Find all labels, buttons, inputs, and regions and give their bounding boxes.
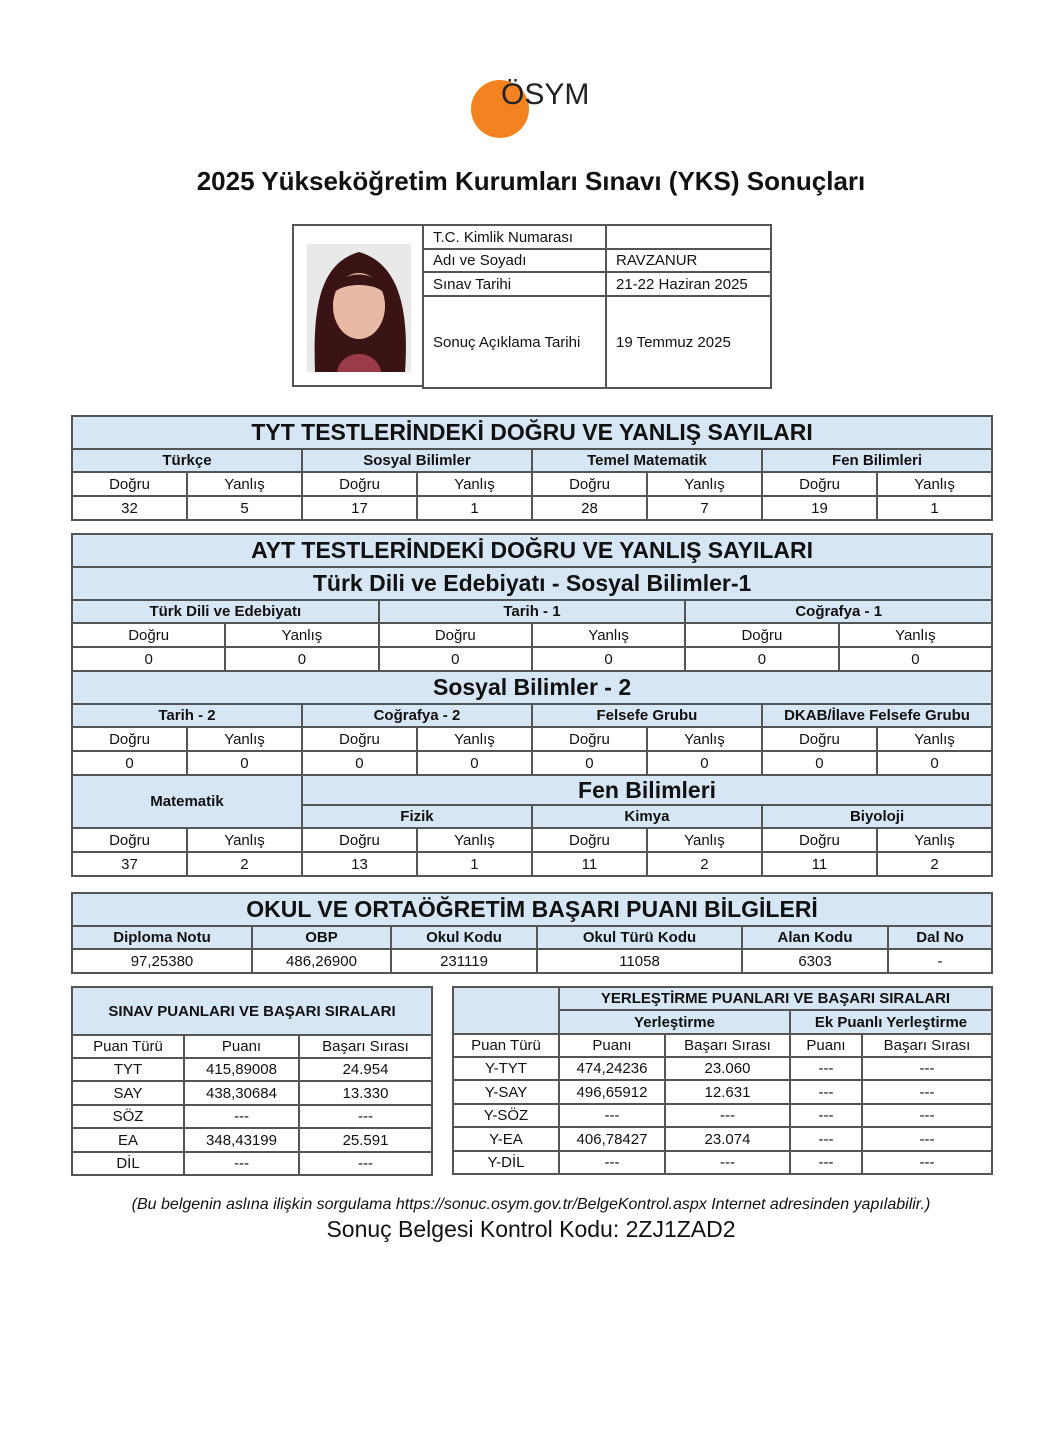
ayt-value: 0 [72,647,225,671]
dogru-label: Doğru [72,828,187,852]
ayt-matematik-label: Matematik [72,775,302,828]
ayt-value: 0 [379,647,532,671]
yerlestirme-header: Puanı [790,1034,862,1057]
yer-cell: --- [790,1080,862,1104]
sinav-header: Puanı [184,1035,299,1058]
yanlis-label: Yanlış [877,828,992,852]
dogru-label: Doğru [302,472,417,496]
tyt-value: 28 [532,496,647,520]
tyt-value: 17 [302,496,417,520]
tyt-value: 7 [647,496,762,520]
okul-header: Dal No [888,926,992,949]
yanlis-label: Yanlış [417,828,532,852]
yerlestirme-group: Yerleştirme [559,1010,790,1034]
yer-cell: --- [559,1104,665,1127]
tyt-table [71,415,993,521]
yanlis-label: Yanlış [225,623,378,647]
photo-frame [292,224,424,387]
ayt-sec2-subject: DKAB/İlave Felsefe Grubu [762,704,992,727]
yer-cell: --- [862,1080,992,1104]
ayt-fen-subject: Fizik [302,805,532,828]
yerlestirme-header: Puanı [559,1034,665,1057]
dogru-label: Doğru [379,623,532,647]
yer-cell: --- [862,1104,992,1127]
ayt-sec2-title: Sosyal Bilimler - 2 [72,671,992,704]
tyt-value: 1 [417,496,532,520]
ayt-value: 0 [225,647,378,671]
ayt-value: 11 [762,852,877,876]
yer-cell: 496,65912 [559,1080,665,1104]
sinav-cell: 415,89008 [184,1058,299,1081]
yanlis-label: Yanlış [187,727,302,751]
yanlis-label: Yanlış [532,623,685,647]
info-label-name: Adı ve Soyadı [423,249,606,272]
yer-cell: --- [790,1127,862,1151]
yer-cell: --- [862,1127,992,1151]
yer-cell: --- [790,1057,862,1080]
ayt-value: 1 [417,852,532,876]
yerlestirme-empty-header [453,987,559,1034]
sinav-table [71,986,433,1176]
ayt-fen-subject: Biyoloji [762,805,992,828]
ayt-value: 37 [72,852,187,876]
ayt-value: 0 [72,751,187,775]
okul-value: 6303 [742,949,888,973]
ayt-value: 0 [839,647,993,671]
okul-value: 97,25380 [72,949,252,973]
sinav-cell: --- [184,1105,299,1128]
yer-cell: --- [665,1104,790,1127]
yanlis-label: Yanlış [647,472,762,496]
yerlestirme-header: Puan Türü [453,1034,559,1057]
dogru-label: Doğru [72,623,225,647]
sinav-cell: DİL [72,1152,184,1175]
dogru-label: Doğru [72,472,187,496]
yer-cell: --- [790,1151,862,1174]
ayt-value: 0 [647,751,762,775]
yer-cell: Y-EA [453,1127,559,1151]
sinav-cell: --- [299,1152,432,1175]
okul-title: OKUL VE ORTAÖĞRETİM BAŞARI PUANI BİLGİLERİ [72,893,992,926]
yer-cell: --- [862,1057,992,1080]
info-value-result-date: 19 Temmuz 2025 [606,296,771,388]
yanlis-label: Yanlış [187,472,302,496]
candidate-info-table [422,224,772,389]
ayt-value: 0 [187,751,302,775]
sinav-cell: 348,43199 [184,1128,299,1152]
yanlis-label: Yanlış [877,727,992,751]
tyt-title: TYT TESTLERİNDEKİ DOĞRU VE YANLIŞ SAYILARI [72,416,992,449]
ayt-value: 0 [685,647,838,671]
dogru-label: Doğru [532,828,647,852]
logo-text: ÖSYM [501,78,590,111]
sinav-header: Puan Türü [72,1035,184,1058]
ayt-value: 13 [302,852,417,876]
dogru-label: Doğru [762,472,877,496]
yerlestirme-table [452,986,993,1175]
tyt-value: 1 [877,496,992,520]
ayt-sec1-subject: Türk Dili ve Edebiyatı [72,600,379,623]
yerlestirme-title: YERLEŞTİRME PUANLARI VE BAŞARI SIRALARI [559,987,992,1010]
ayt-value: 2 [647,852,762,876]
okul-table [71,892,993,974]
ayt-value: 2 [877,852,992,876]
sinav-cell: EA [72,1128,184,1152]
okul-value: 486,26900 [252,949,391,973]
dogru-label: Doğru [532,472,647,496]
yer-cell: Y-SAY [453,1080,559,1104]
okul-header: Okul Kodu [391,926,537,949]
tyt-value: 5 [187,496,302,520]
yanlis-label: Yanlış [877,472,992,496]
yer-cell: --- [665,1151,790,1174]
yanlis-label: Yanlış [417,472,532,496]
yanlis-label: Yanlış [647,828,762,852]
yanlis-label: Yanlış [647,727,762,751]
okul-header: Diploma Notu [72,926,252,949]
tyt-subject: Fen Bilimleri [762,449,992,472]
yer-cell: Y-DİL [453,1151,559,1174]
dogru-label: Doğru [302,727,417,751]
sinav-cell: TYT [72,1058,184,1081]
candidate-photo [307,244,411,372]
dogru-label: Doğru [685,623,838,647]
ayt-sec1-subject: Tarih - 1 [379,600,686,623]
info-label-result-date: Sonuç Açıklama Tarihi [423,296,606,388]
ayt-value: 2 [187,852,302,876]
okul-header: Okul Türü Kodu [537,926,742,949]
info-label-date: Sınav Tarihi [423,272,606,296]
okul-value: - [888,949,992,973]
ayt-fen-subject: Kimya [532,805,762,828]
ayt-sec2-subject: Tarih - 2 [72,704,302,727]
ayt-sec2-subject: Felsefe Grubu [532,704,762,727]
ek-puanli-group: Ek Puanlı Yerleştirme [790,1010,992,1034]
ayt-sec2-subject: Coğrafya - 2 [302,704,532,727]
yer-cell: --- [790,1104,862,1127]
info-value-date: 21-22 Haziran 2025 [606,272,771,296]
dogru-label: Doğru [72,727,187,751]
okul-value: 11058 [537,949,742,973]
sinav-cell: --- [299,1105,432,1128]
tyt-subject: Temel Matematik [532,449,762,472]
yer-cell: --- [559,1151,665,1174]
info-value-tc [606,225,771,249]
dogru-label: Doğru [762,727,877,751]
osym-logo [471,78,601,140]
dogru-label: Doğru [762,828,877,852]
tyt-subject: Türkçe [72,449,302,472]
ayt-value: 0 [302,751,417,775]
ayt-value: 0 [877,751,992,775]
sinav-cell: 13.330 [299,1081,432,1105]
ayt-value: 0 [532,647,685,671]
yer-cell: 474,24236 [559,1057,665,1080]
sinav-title: SINAV PUANLARI VE BAŞARI SIRALARI [72,987,432,1035]
ayt-value: 0 [532,751,647,775]
info-label-tc: T.C. Kimlik Numarası [423,225,606,249]
tyt-subject: Sosyal Bilimler [302,449,532,472]
yanlis-label: Yanlış [417,727,532,751]
page-title: 2025 Yükseköğretim Kurumları Sınavı (YKS) Sonuçları [196,166,866,196]
tyt-value: 19 [762,496,877,520]
okul-header: Alan Kodu [742,926,888,949]
ayt-value: 0 [417,751,532,775]
sinav-cell: 25.591 [299,1128,432,1152]
tyt-value: 32 [72,496,187,520]
info-value-name: RAVZANUR [606,249,771,272]
dogru-label: Doğru [302,828,417,852]
dogru-label: Doğru [532,727,647,751]
sinav-cell: 438,30684 [184,1081,299,1105]
yer-cell: 23.060 [665,1057,790,1080]
yanlis-label: Yanlış [839,623,993,647]
ayt-value: 11 [532,852,647,876]
ayt-sec1-title: Türk Dili ve Edebiyatı - Sosyal Bilimler-1 [72,567,992,600]
sinav-cell: --- [184,1152,299,1175]
yer-cell: 23.074 [665,1127,790,1151]
yer-cell: Y-SÖZ [453,1104,559,1127]
yerlestirme-header: Başarı Sırası [862,1034,992,1057]
ayt-table [71,533,993,877]
yanlis-label: Yanlış [187,828,302,852]
verification-note: (Bu belgenin aslına ilişkin sorgulama https://sonuc.osym.gov.tr/BelgeKontrol.aspx Internet adresinden yapılabilir.) [131,1196,931,1213]
yerlestirme-header: Başarı Sırası [665,1034,790,1057]
sinav-cell: SÖZ [72,1105,184,1128]
yer-cell: --- [862,1151,992,1174]
okul-value: 231119 [391,949,537,973]
ayt-fen-title: Fen Bilimleri [302,775,992,805]
ayt-title: AYT TESTLERİNDEKİ DOĞRU VE YANLIŞ SAYILARI [72,534,992,567]
yer-cell: 12.631 [665,1080,790,1104]
ayt-value: 0 [762,751,877,775]
control-code: Sonuç Belgesi Kontrol Kodu: 2ZJ1ZAD2 [326,1216,736,1242]
sinav-header: Başarı Sırası [299,1035,432,1058]
sinav-cell: 24.954 [299,1058,432,1081]
sinav-cell: SAY [72,1081,184,1105]
ayt-sec1-subject: Coğrafya - 1 [685,600,992,623]
yer-cell: 406,78427 [559,1127,665,1151]
okul-header: OBP [252,926,391,949]
yer-cell: Y-TYT [453,1057,559,1080]
